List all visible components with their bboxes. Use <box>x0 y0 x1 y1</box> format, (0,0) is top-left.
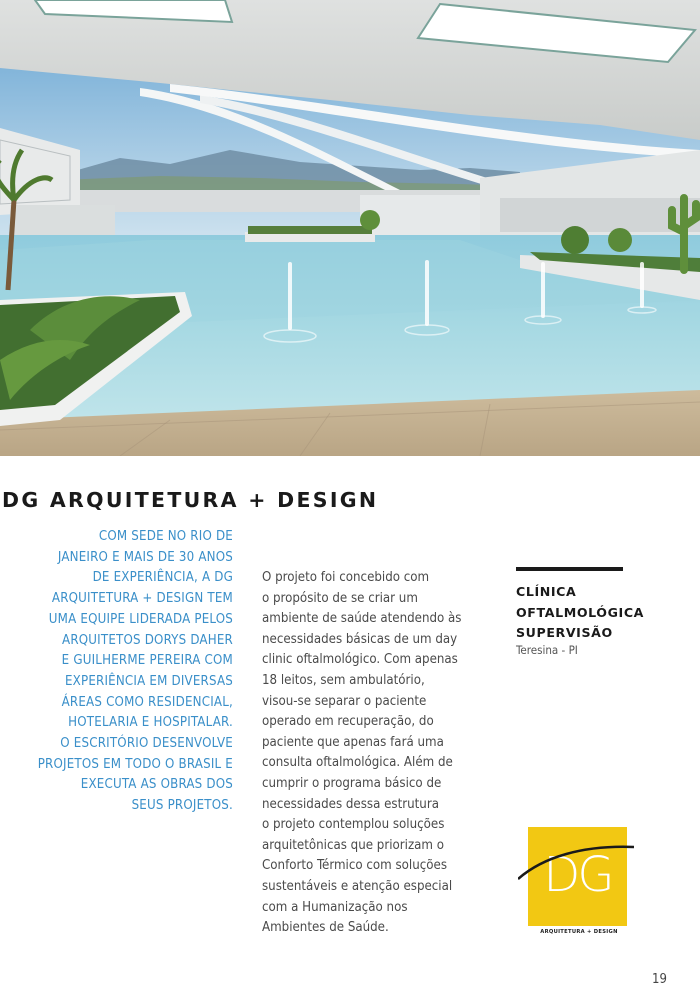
intro-paragraph <box>0 527 233 817</box>
intro-line: PROJETOS EM TODO O BRASIL E <box>37 756 233 772</box>
intro-line: DE EXPERIÊNCIA, A DG <box>92 570 233 586</box>
description-line: O projeto foi concebido com <box>262 570 430 585</box>
description-line: Ambientes de Saúde. <box>262 920 389 936</box>
description-line: o propósito de se criar um <box>262 590 418 606</box>
description-line: consulta oftalmológica. Além de <box>262 755 453 771</box>
intro-line: EXPERIÊNCIA EM DIVERSAS <box>64 673 233 689</box>
dg-logo <box>518 827 634 939</box>
description-line: ambiente de saúde atendendo às <box>262 611 462 627</box>
description-line: necessidades básicas de um day <box>262 631 458 647</box>
logo-swoosh-icon <box>518 827 634 887</box>
project-title-line: SUPERVISÃO <box>516 625 613 640</box>
description-line: o projeto contemplou soluções <box>262 817 445 833</box>
logo-mark: DG <box>543 847 612 903</box>
title-rule <box>516 567 623 571</box>
description-line: arquitetônicas que priorizam o <box>262 837 445 853</box>
description-line: 18 leitos, sem ambulatório, <box>262 672 425 688</box>
project-title-line: CLÍNICA <box>516 584 577 599</box>
description-line: paciente que apenas fará uma <box>262 734 444 750</box>
intro-line: ÁREAS COMO RESIDENCIAL, <box>61 694 233 710</box>
pool-atrium-illustration <box>0 0 700 456</box>
description-line: cumprir o programa básico de <box>262 775 442 791</box>
intro-line: SEUS PROJETOS. <box>131 798 233 814</box>
intro-line: ARQUITETURA + DESIGN TEM <box>51 591 233 607</box>
hero-rendering <box>0 0 700 456</box>
page-number: 19 <box>652 972 667 987</box>
description-line: operado em recuperação, do <box>262 714 434 730</box>
project-location: Teresina - PI <box>516 643 578 657</box>
description-line: clinic oftalmológico. Com apenas <box>262 652 458 668</box>
intro-line: UMA EQUIPE LIDERADA PELOS <box>48 611 233 627</box>
logo-caption: ARQUITETURA + DESIGN <box>540 929 618 935</box>
intro-line: O ESCRITÓRIO DESENVOLVE <box>60 736 233 752</box>
intro-line: E GUILHERME PEREIRA COM <box>61 653 233 669</box>
intro-line: ARQUITETOS DORYS DAHER <box>62 632 233 648</box>
intro-line: JANEIRO E MAIS DE 30 ANOS <box>57 549 233 565</box>
project-description <box>262 568 488 939</box>
intro-line: COM SEDE NO RIO DE <box>98 529 233 544</box>
project-title-line: OFTALMOLÓGICA <box>516 604 645 620</box>
description-line: Conforto Térmico com soluções <box>262 858 448 874</box>
page-heading: DG ARQUITETURA + DESIGN <box>2 488 379 512</box>
description-line: necessidades dessa estrutura <box>262 796 439 812</box>
intro-line: EXECUTA AS OBRAS DOS <box>80 777 233 793</box>
description-line: visou-se separar o paciente <box>262 693 427 709</box>
description-line: sustentáveis e atenção especial <box>262 878 453 894</box>
project-title <box>516 582 656 644</box>
description-line: com a Humanização nos <box>262 899 408 915</box>
intro-line: HOTELARIA E HOSPITALAR. <box>68 715 233 731</box>
